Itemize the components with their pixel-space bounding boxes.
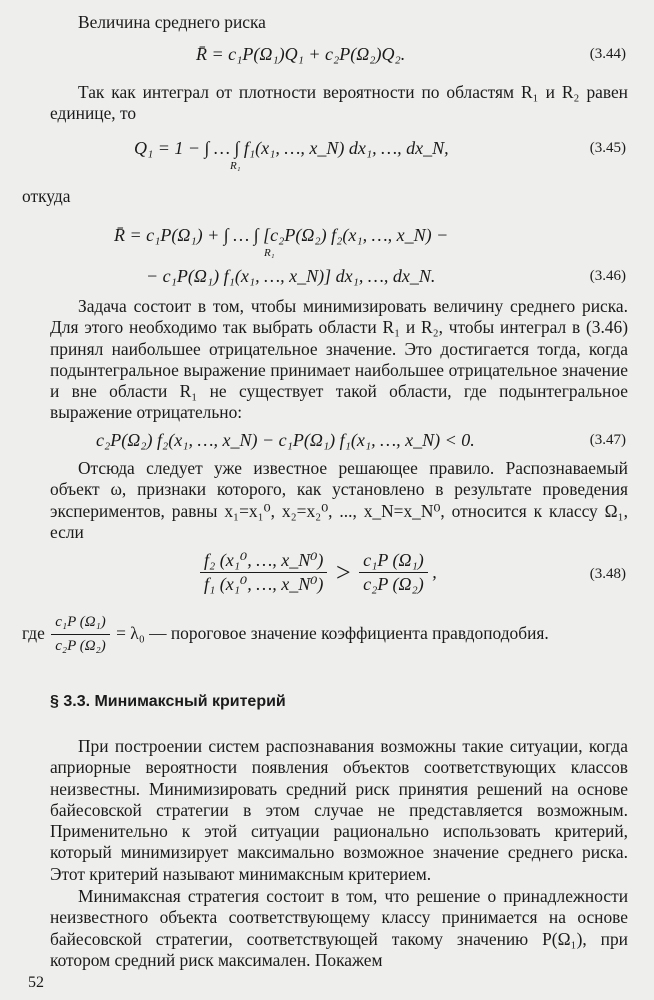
equation-3-48-operator: > [335,557,351,587]
paragraph-whence: откуда [22,186,71,206]
equation-3-48 [0,548,654,608]
equation-3-47 [0,426,654,456]
equation-3-48-lhs-fraction [200,550,327,595]
equation-3-48-number: (3.48) [589,566,626,582]
paragraph-integral-unity: Так как интеграл от плотности вероятности по областям R₁ и R₂ равен единице, то [50,82,628,124]
threshold-text: = λ₀ — пороговое значение коэффициента правдоподобия. [116,622,549,643]
equation-3-48-tail: , [432,562,437,582]
equation-3-45-subscript: R₁ [230,160,241,172]
equation-3-46-formula-line1: R̄ = c₁P(Ω₁) + ∫ … ∫ [c₂P(Ω₂) f₂(x₁, …, x_N) − [114,225,449,245]
paragraph-threshold [22,612,628,658]
equation-3-44-formula: R̄ = c₁P(Ω₁)Q₁ + c₂P(Ω₂)Q₂. [196,44,406,64]
equation-3-46-number: (3.46) [589,268,626,284]
equation-3-44-number: (3.44) [589,46,626,62]
equation-3-48-lhs-numerator: f₂ (x₁⁰, …, x_N⁰) [200,550,327,573]
threshold-fraction [51,612,110,658]
equation-3-46-line1 [0,221,654,259]
threshold-denominator: c₂P (Ω₂) [55,638,106,655]
paragraph-minimax-intro: При построении систем распознавания возможны такие ситуации, когда априорные вероятности появления объектов соответствующих классов неизвестны. Минимизировать средний риск принятия решений на основе байесовской стратегии в этом случае не представляется возможным. Применительно к этой ситуации рационально использовать критерий, который минимизирует максимально возможное значение среднего риска. Этот критерий называют минимаксным критерием. [50,736,628,884]
equation-3-45-number: (3.45) [589,140,626,156]
threshold-numerator: c₁P (Ω₁) [51,612,110,635]
section-heading: § 3.3. Минимаксный критерий [50,693,286,710]
paragraph-minimize-risk: Задача состоит в том, чтобы минимизировать величину среднего риска. Для этого необходимо так выбрать области R₁ и R₂, чтобы интеграл в (3.46) принял наибольшее отрицательное значение. Это достигается тогда, когда подынтегральное выражение принимает наибольшее отрицательное значение и вне области R₁ не существует такой области, где подынтегральное выражение отрицательно: [50,296,628,423]
equation-3-46-formula-line2: − c₁P(Ω₁) f₁(x₁, …, x_N)] dx₁, …, dx_N. [146,266,436,286]
paragraph-minimax-strategy: Минимаксная стратегия состоит в том, что решение о принадлежности неизвестного объекта соответствующему классу принимается на основе байесовской стратегии, соответствующей такому значению P(Ω₁), при котором средний риск максимален. Покажем [50,886,628,970]
threshold-where: где [22,622,45,643]
equation-3-48-rhs-numerator: c₁P (Ω₁) [359,550,428,573]
equation-3-47-formula: c₂P(Ω₂) f₂(x₁, …, x_N) − c₁P(Ω₁) f₁(x₁, …, x_N) < 0. [96,430,475,450]
equation-3-45 [0,134,654,172]
equation-3-48-rhs-fraction [359,550,428,595]
page-number: 52 [28,974,44,991]
equation-3-46-line2 [0,262,654,292]
paragraph-decision-rule: Отсюда следует уже известное решающее правило. Распознаваемый объект ω, признаки которого, как установлено в результате проведения экспериментов, равны x₁=x₁⁰, x₂=x₂⁰, ..., x_N=x_N⁰, относится к классу Ω₁, если [50,458,628,542]
equation-3-46-subscript: R₁ [264,247,275,259]
equation-3-44 [0,40,654,70]
equation-3-45-formula: Q₁ = 1 − ∫ … ∫ f₁(x₁, …, x_N) dx₁, …, dx_N, [134,138,449,158]
equation-3-47-number: (3.47) [589,432,626,448]
equation-3-48-lhs-denominator: f₁ (x₁⁰, …, x_N⁰) [204,574,324,594]
paragraph-intro: Величина среднего риска [78,12,266,32]
equation-3-48-rhs-denominator: c₂P (Ω₂) [363,574,424,594]
